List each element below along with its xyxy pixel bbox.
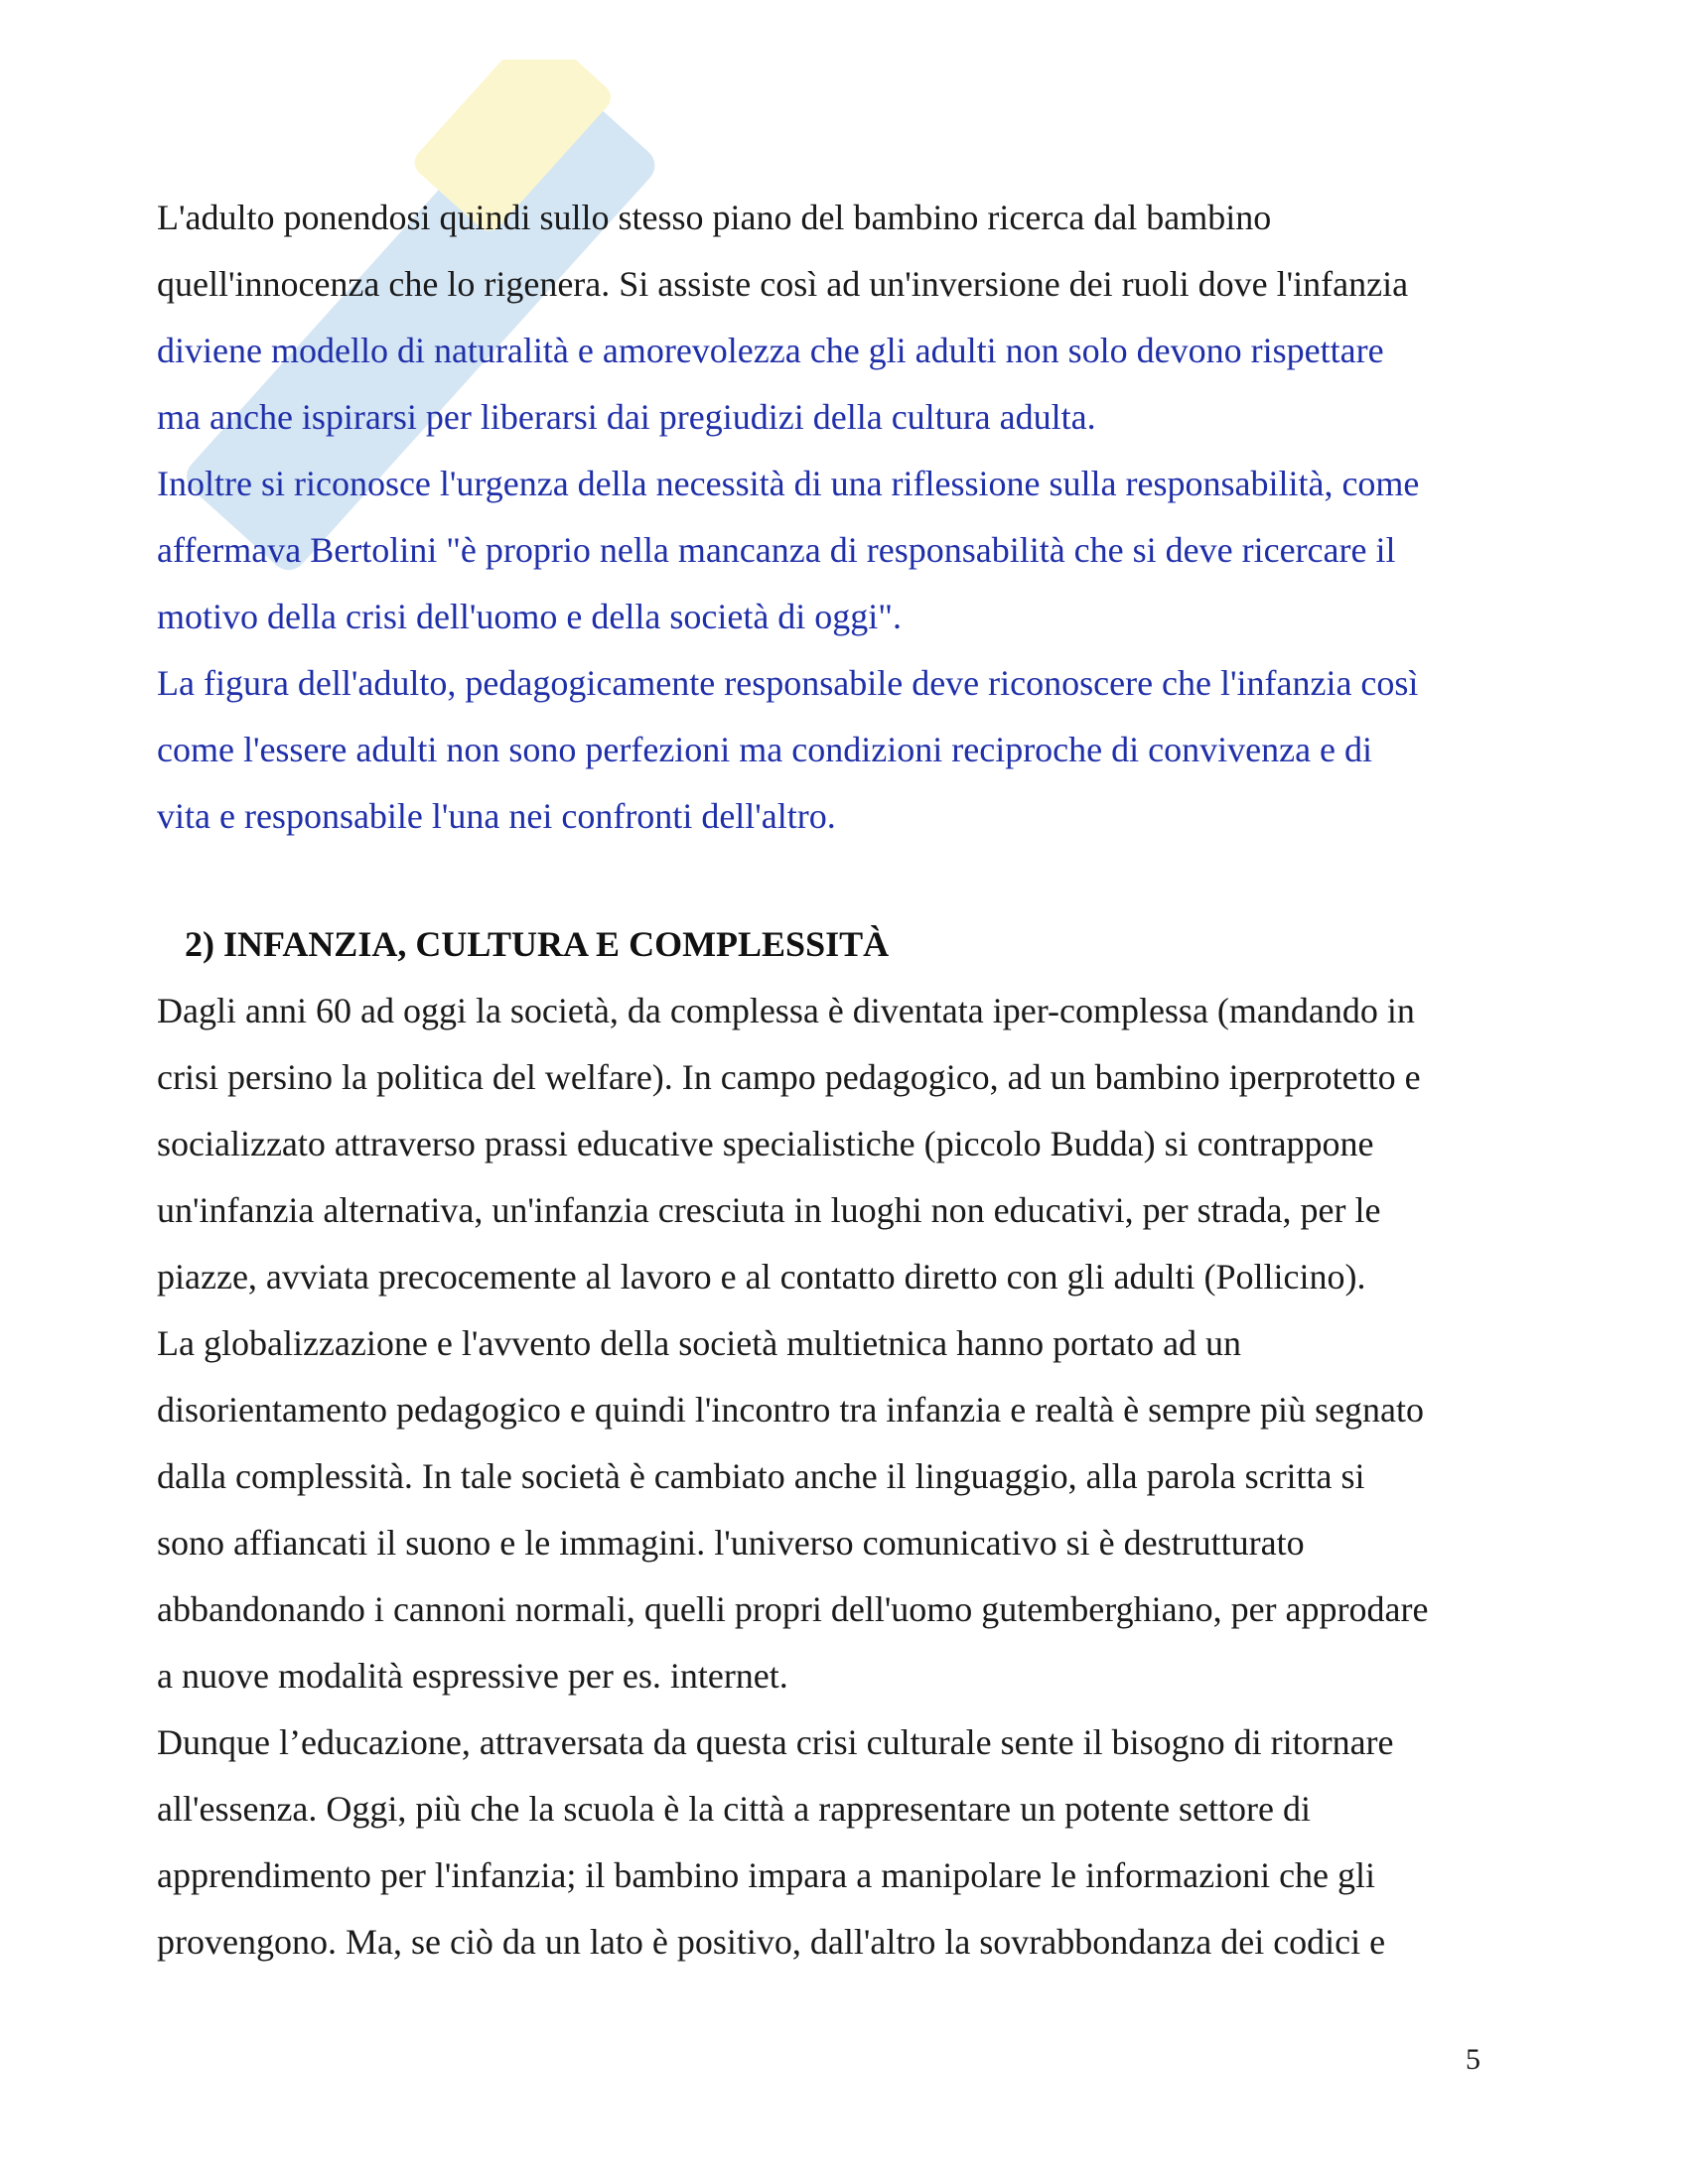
paragraph-line: affermava Bertolini "è proprio nella mancanza di responsabilità che si deve ricercare il	[157, 530, 1396, 570]
paragraph-line: Inoltre si riconosce l'urgenza della necessità di una riflessione sulla responsabilità, come	[157, 464, 1420, 503]
paragraph-line: quell'innocenza che lo rigenera. Si assiste così ad un'inversione dei ruoli dove l'infanzia	[157, 264, 1409, 304]
paragraph-line: La figura dell'adulto, pedagogicamente responsabile deve riconoscere che l'infanzia così	[157, 663, 1419, 703]
paragraph-line: L'adulto ponendosi quindi sullo stesso piano del bambino ricerca dal bambino	[157, 198, 1272, 237]
paragraph-line: disorientamento pedagogico e quindi l'incontro tra infanzia e realtà è sempre più segnato	[157, 1390, 1425, 1430]
paragraph-line: vita e responsabile l'una nei confronti dell'altro.	[157, 796, 836, 836]
paragraph-line: provengono. Ma, se ciò da un lato è positivo, dall'altro la sovrabbondanza dei codici e	[157, 1922, 1386, 1962]
section-2-text	[157, 978, 1547, 1976]
section-spacer	[157, 850, 1547, 911]
section-1-text	[157, 185, 1547, 850]
paragraph-line: a nuove modalità espressive per es. internet.	[157, 1656, 788, 1696]
paragraph-line: ma anche ispirarsi per liberarsi dai pregiudizi della cultura adulta.	[157, 397, 1096, 437]
paragraph-line: Dagli anni 60 ad oggi la società, da complessa è diventata iper-complessa (mandando in	[157, 991, 1415, 1030]
page-number: 5	[1466, 2043, 1480, 2076]
paragraph-line: diviene modello di naturalità e amorevolezza che gli adulti non solo devono rispettare	[157, 331, 1384, 370]
paragraph-line: La globalizzazione e l'avvento della società multietnica hanno portato ad un	[157, 1323, 1242, 1363]
paragraph-line: socializzato attraverso prassi educative specialistiche (piccolo Budda) si contrappone	[157, 1124, 1374, 1163]
paragraph-line: abbandonando i cannoni normali, quelli propri dell'uomo gutemberghiano, per approdare	[157, 1589, 1429, 1629]
paragraph-line: all'essenza. Oggi, più che la scuola è la città a rappresentare un potente settore di	[157, 1789, 1312, 1829]
paragraph-line: crisi persino la politica del welfare). In campo pedagogico, ad un bambino iperprotetto e	[157, 1057, 1421, 1097]
paragraph-line: un'infanzia alternativa, un'infanzia cresciuta in luoghi non educativi, per strada, per le	[157, 1190, 1381, 1230]
paragraph-line: piazze, avviata precocemente al lavoro e al contatto diretto con gli adulti (Pollicino).	[157, 1257, 1366, 1297]
paragraph-line: Dunque l’educazione, attraversata da questa crisi culturale sente il bisogno di ritornare	[157, 1722, 1394, 1762]
paragraph-line: come l'essere adulti non sono perfezioni ma condizioni reciproche di convivenza e di	[157, 730, 1373, 769]
paragraph-line: dalla complessità. In tale società è cambiato anche il linguaggio, alla parola scritta si	[157, 1456, 1365, 1496]
paragraph-line: apprendimento per l'infanzia; il bambino impara a manipolare le informazioni che gli	[157, 1855, 1376, 1895]
section-2-heading: 2) INFANZIA, CULTURA E COMPLESSITÀ	[185, 924, 890, 964]
paragraph-line: motivo della crisi dell'uomo e della società di oggi".	[157, 597, 903, 636]
paragraph-line: sono affiancati il suono e le immagini. l'universo comunicativo si è destrutturato	[157, 1523, 1305, 1563]
page-content	[157, 185, 1547, 1976]
